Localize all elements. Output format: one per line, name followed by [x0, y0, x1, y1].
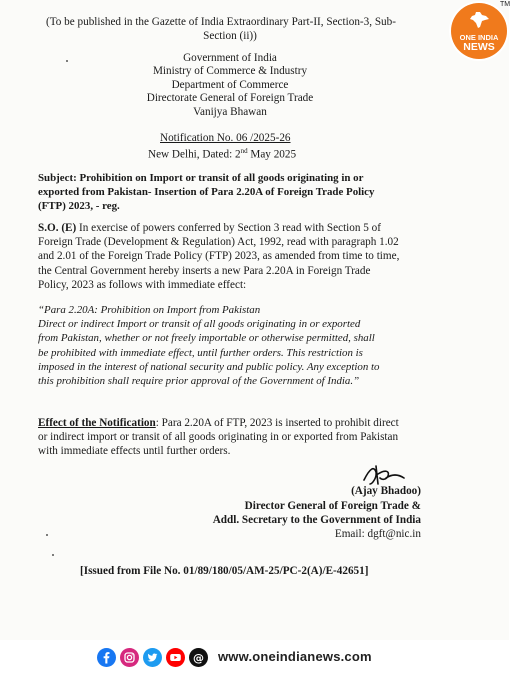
issuer-government: Government of India	[183, 52, 277, 64]
effect-label: Effect of the Notification	[38, 417, 156, 429]
so-line: the Central Government hereby inserts a new Para 2.20A in Foreign Trade	[38, 264, 371, 277]
instagram-icon[interactable]	[120, 648, 139, 667]
subject-line-3: (FTP) 2023, - reg.	[38, 200, 120, 213]
logo-text-bottom: NEWS	[463, 41, 495, 53]
so-paragraph	[38, 221, 420, 292]
signatory-title-2: Addl. Secretary to the Government of India	[212, 514, 421, 526]
issuer-building: Vanijya Bhawan	[193, 106, 267, 118]
para-quote-line: Direct or indirect Import or transit of all goods originating in or exported	[38, 318, 361, 331]
effect-line-1: Effect of the Notification: Para 2.20A of FTP, 2023 is inserted to prohibit direct	[38, 417, 399, 429]
facebook-icon[interactable]	[97, 648, 116, 667]
notification-date: New Delhi, Dated: 2nd May 2025	[148, 147, 297, 161]
para-2-20a-quote	[38, 303, 420, 388]
file-reference: [Issued from File No. 01/89/180/05/AM-25/PC-2(A)/E-42651]	[80, 565, 369, 577]
so-line: S.O. (E) In exercise of powers conferred by Section 3 read with Section 5 of	[38, 222, 381, 234]
para-quote-line: be prohibited with immediate effect, until further orders. This restriction is	[38, 346, 363, 359]
subject-line-1: Subject: Prohibition on Import or transit of all goods originating in or	[38, 172, 364, 184]
subject-block	[38, 171, 420, 214]
effect-line-2: or indirect import or transit of all goods originating in or exported from Pakistan	[38, 431, 399, 444]
india-map-icon	[468, 11, 490, 29]
svg-text:@: @	[193, 651, 204, 665]
para-quote-line: imposed in the interest of national security and public policy. Any exception to	[38, 360, 380, 373]
gazette-publication-line-1: (To be published in the Gazette of India Extraordinary Part-II, Section-3, Sub-	[46, 16, 396, 28]
youtube-icon[interactable]	[166, 648, 185, 667]
gazette-publication-line-2: Section (ii))	[203, 30, 257, 42]
threads-icon[interactable]	[189, 648, 208, 667]
notification-number: Notification No. 06 /2025-26	[160, 132, 291, 144]
para-quote-line: this prohibition shall require prior approval of the Government of India.”	[38, 375, 360, 388]
scan-speck	[46, 534, 48, 536]
para-quote-title: “Para 2.20A: Prohibition on Import from Pakistan	[38, 304, 261, 316]
logo-text-top: ONE INDIA	[459, 33, 499, 42]
issuer-directorate: Directorate General of Foreign Trade	[146, 92, 314, 104]
twitter-icon[interactable]	[143, 648, 162, 667]
effect-paragraph	[38, 416, 420, 459]
para-quote-line: from Pakistan, whether or not freely importable or otherwise permitted, shall	[38, 332, 375, 345]
issuer-department: Department of Commerce	[171, 79, 289, 91]
trademark-mark: TM	[500, 1, 510, 8]
scan-speck	[52, 554, 54, 556]
issuer-ministry: Ministry of Commerce & Industry	[152, 65, 308, 77]
subject-line-2: exported from Pakistan- Insertion of Para 2.20A of Foreign Trade Policy	[38, 186, 375, 199]
signatory-email: Email: dgft@nic.in	[334, 528, 421, 540]
so-line: and 2.01 of the Foreign Trade Policy (FTP) 2023, as amended from time to time,	[38, 250, 400, 263]
scan-speck	[66, 60, 68, 62]
so-line: Policy, 2023 as follows with immediate effect:	[38, 278, 247, 291]
so-line: Foreign Trade (Development & Regulation) Act, 1992, read with paragraph 1.02	[38, 236, 399, 249]
signatory-name: (Ajay Bhadoo)	[351, 485, 421, 497]
watermark-footer	[0, 640, 509, 688]
website-url[interactable]: www.oneindianews.com	[218, 649, 372, 664]
signatory-title-1: Director General of Foreign Trade &	[244, 500, 421, 512]
effect-line-3: with immediate effects until further orders.	[38, 445, 231, 458]
